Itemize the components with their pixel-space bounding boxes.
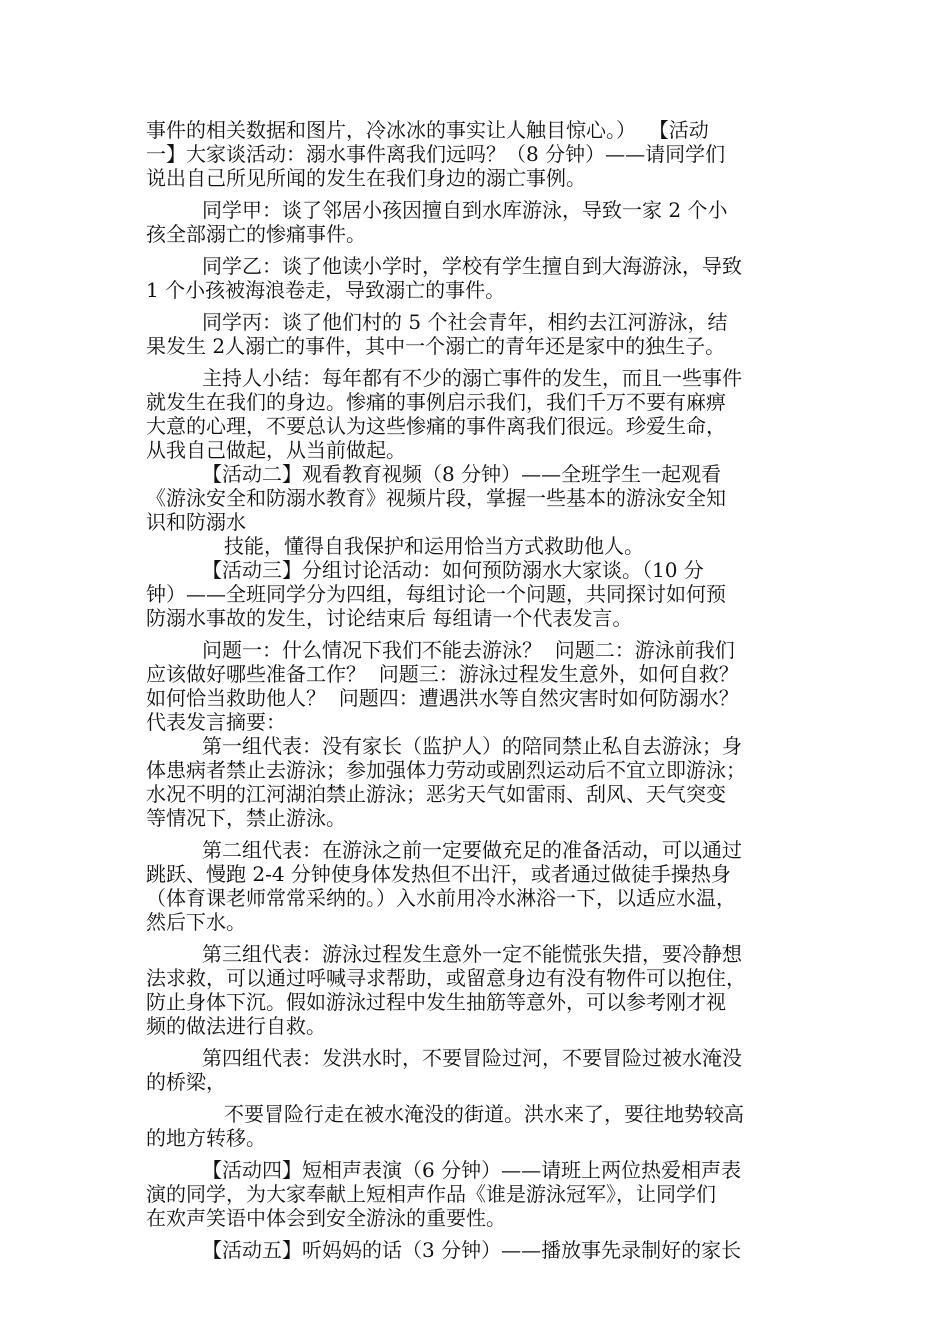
text-line: 频的做法进行自救。 xyxy=(146,1014,326,1038)
text-line: 技能，懂得自我保护和运用恰当方式救助他人。 xyxy=(224,534,644,558)
text-line: 孩全部溺亡的惨痛事件。 xyxy=(146,222,366,246)
text-line: 第三组代表：游泳过程发生意外一定不能慌张失措，要冷静想 xyxy=(202,942,742,966)
text-line: 就发生在我们的身边。惨痛的事例启示我们，我们千万不要有麻痹 xyxy=(146,390,726,414)
text-line: 防止身体下沉。假如游泳过程中发生抽筋等意外，可以参考刚才视 xyxy=(146,990,726,1014)
text-line: 【活动二】观看教育视频（8 分钟）——全班学生一起观看 xyxy=(202,462,722,486)
text-line: 主持人小结：每年都有不少的溺亡事件的发生，而且一些事件 xyxy=(202,366,742,390)
text-line: 一】大家谈活动：溺水事件离我们远吗？（8 分钟）——请同学们 xyxy=(146,142,726,166)
text-line: 事件的相关数据和图片，冷冰冰的事实让人触目惊心。） 【活动 xyxy=(146,118,709,142)
text-line: 如何恰当救助他人？ 问题四：遭遇洪水等自然灾害时如何防溺水？ xyxy=(146,686,739,710)
text-line: 钟）——全班同学分为四组，每组讨论一个问题，共同探讨如何预 xyxy=(146,582,726,606)
text-line: 应该做好哪些准备工作？ 问题三：游泳过程发生意外，如何自救？ xyxy=(146,662,739,686)
text-line: 体患病者禁止去游泳；参加强体力劳动或剧烈运动后不宜立即游泳； xyxy=(146,758,746,782)
text-line: 说出自己所见所闻的发生在我们身边的溺亡事例。 xyxy=(146,166,586,190)
text-line: 问题一：什么情况下我们不能去游泳？ 问题二：游泳前我们 xyxy=(202,638,735,662)
text-line: 水况不明的江河湖泊禁止游泳；恶劣天气如雷雨、刮风、天气突变 xyxy=(146,782,726,806)
text-line: 1 个小孩被海浪卷走，导致溺亡的事件。 xyxy=(146,278,506,302)
text-line: 从我自己做起，从当前做起。 xyxy=(146,438,406,462)
text-line: 【活动五】听妈妈的话（3 分钟）——播放事先录制好的家长 xyxy=(202,1238,742,1262)
text-line: 《游泳安全和防溺水教育》视频片段，掌握一些基本的游泳安全知 xyxy=(146,486,726,510)
text-line: 同学乙：谈了他读小学时，学校有学生擅自到大海游泳，导致 xyxy=(202,254,742,278)
text-line: 【活动三】分组讨论活动：如何预防溺水大家谈。（10 分 xyxy=(202,558,704,582)
text-line: 第四组代表：发洪水时，不要冒险过河，不要冒险过被水淹没 xyxy=(202,1046,742,1070)
text-line: 果发生 2人溺亡的事件，其中一个溺亡的青年还是家中的独生子。 xyxy=(146,334,726,358)
text-line: 第二组代表：在游泳之前一定要做充足的准备活动，可以通过 xyxy=(202,838,742,862)
text-line: 在欢声笑语中体会到安全游泳的重要性。 xyxy=(146,1206,506,1230)
text-line: （体育课老师常常采纳的。）入水前用冷水淋浴一下，以适应水温， xyxy=(146,886,736,910)
text-line: 同学丙：谈了他们村的 5 个社会青年，相约去江河游泳，结 xyxy=(202,310,728,334)
text-line: 大意的心理，不要总认为这些惨痛的事件离我们很远。珍爱生命， xyxy=(146,414,726,438)
text-line: 的地方转移。 xyxy=(146,1126,266,1150)
text-line: 等情况下，禁止游泳。 xyxy=(146,806,346,830)
text-line: 法求救，可以通过呼喊寻求帮助，或留意身边有没有物件可以抱住， xyxy=(146,966,746,990)
text-line: 同学甲：谈了邻居小孩因擅自到水库游泳，导致一家 2 个小 xyxy=(202,198,728,222)
text-line: 第一组代表：没有家长（监护人）的陪同禁止私自去游泳；身 xyxy=(202,734,742,758)
text-line: 然后下水。 xyxy=(146,910,246,934)
text-line: 防溺水事故的发生，讨论结束后 每组请一个代表发言。 xyxy=(146,606,633,630)
text-line: 的桥梁， xyxy=(146,1070,226,1094)
text-line: 跳跃、慢跑 2-4 分钟使身体发热但不出汗，或者通过做徒手操热身 xyxy=(146,862,731,886)
text-line: 识和防溺水 xyxy=(146,510,246,534)
text-line: 不要冒险行走在被水淹没的街道。洪水来了，要往地势较高 xyxy=(224,1102,744,1126)
text-line: 演的同学，为大家奉献上短相声作品《谁是游泳冠军》，让同学们 xyxy=(146,1182,716,1206)
text-line: 【活动四】短相声表演（6 分钟）——请班上两位热爱相声表 xyxy=(202,1158,742,1182)
text-line: 代表发言摘要： xyxy=(146,710,286,734)
